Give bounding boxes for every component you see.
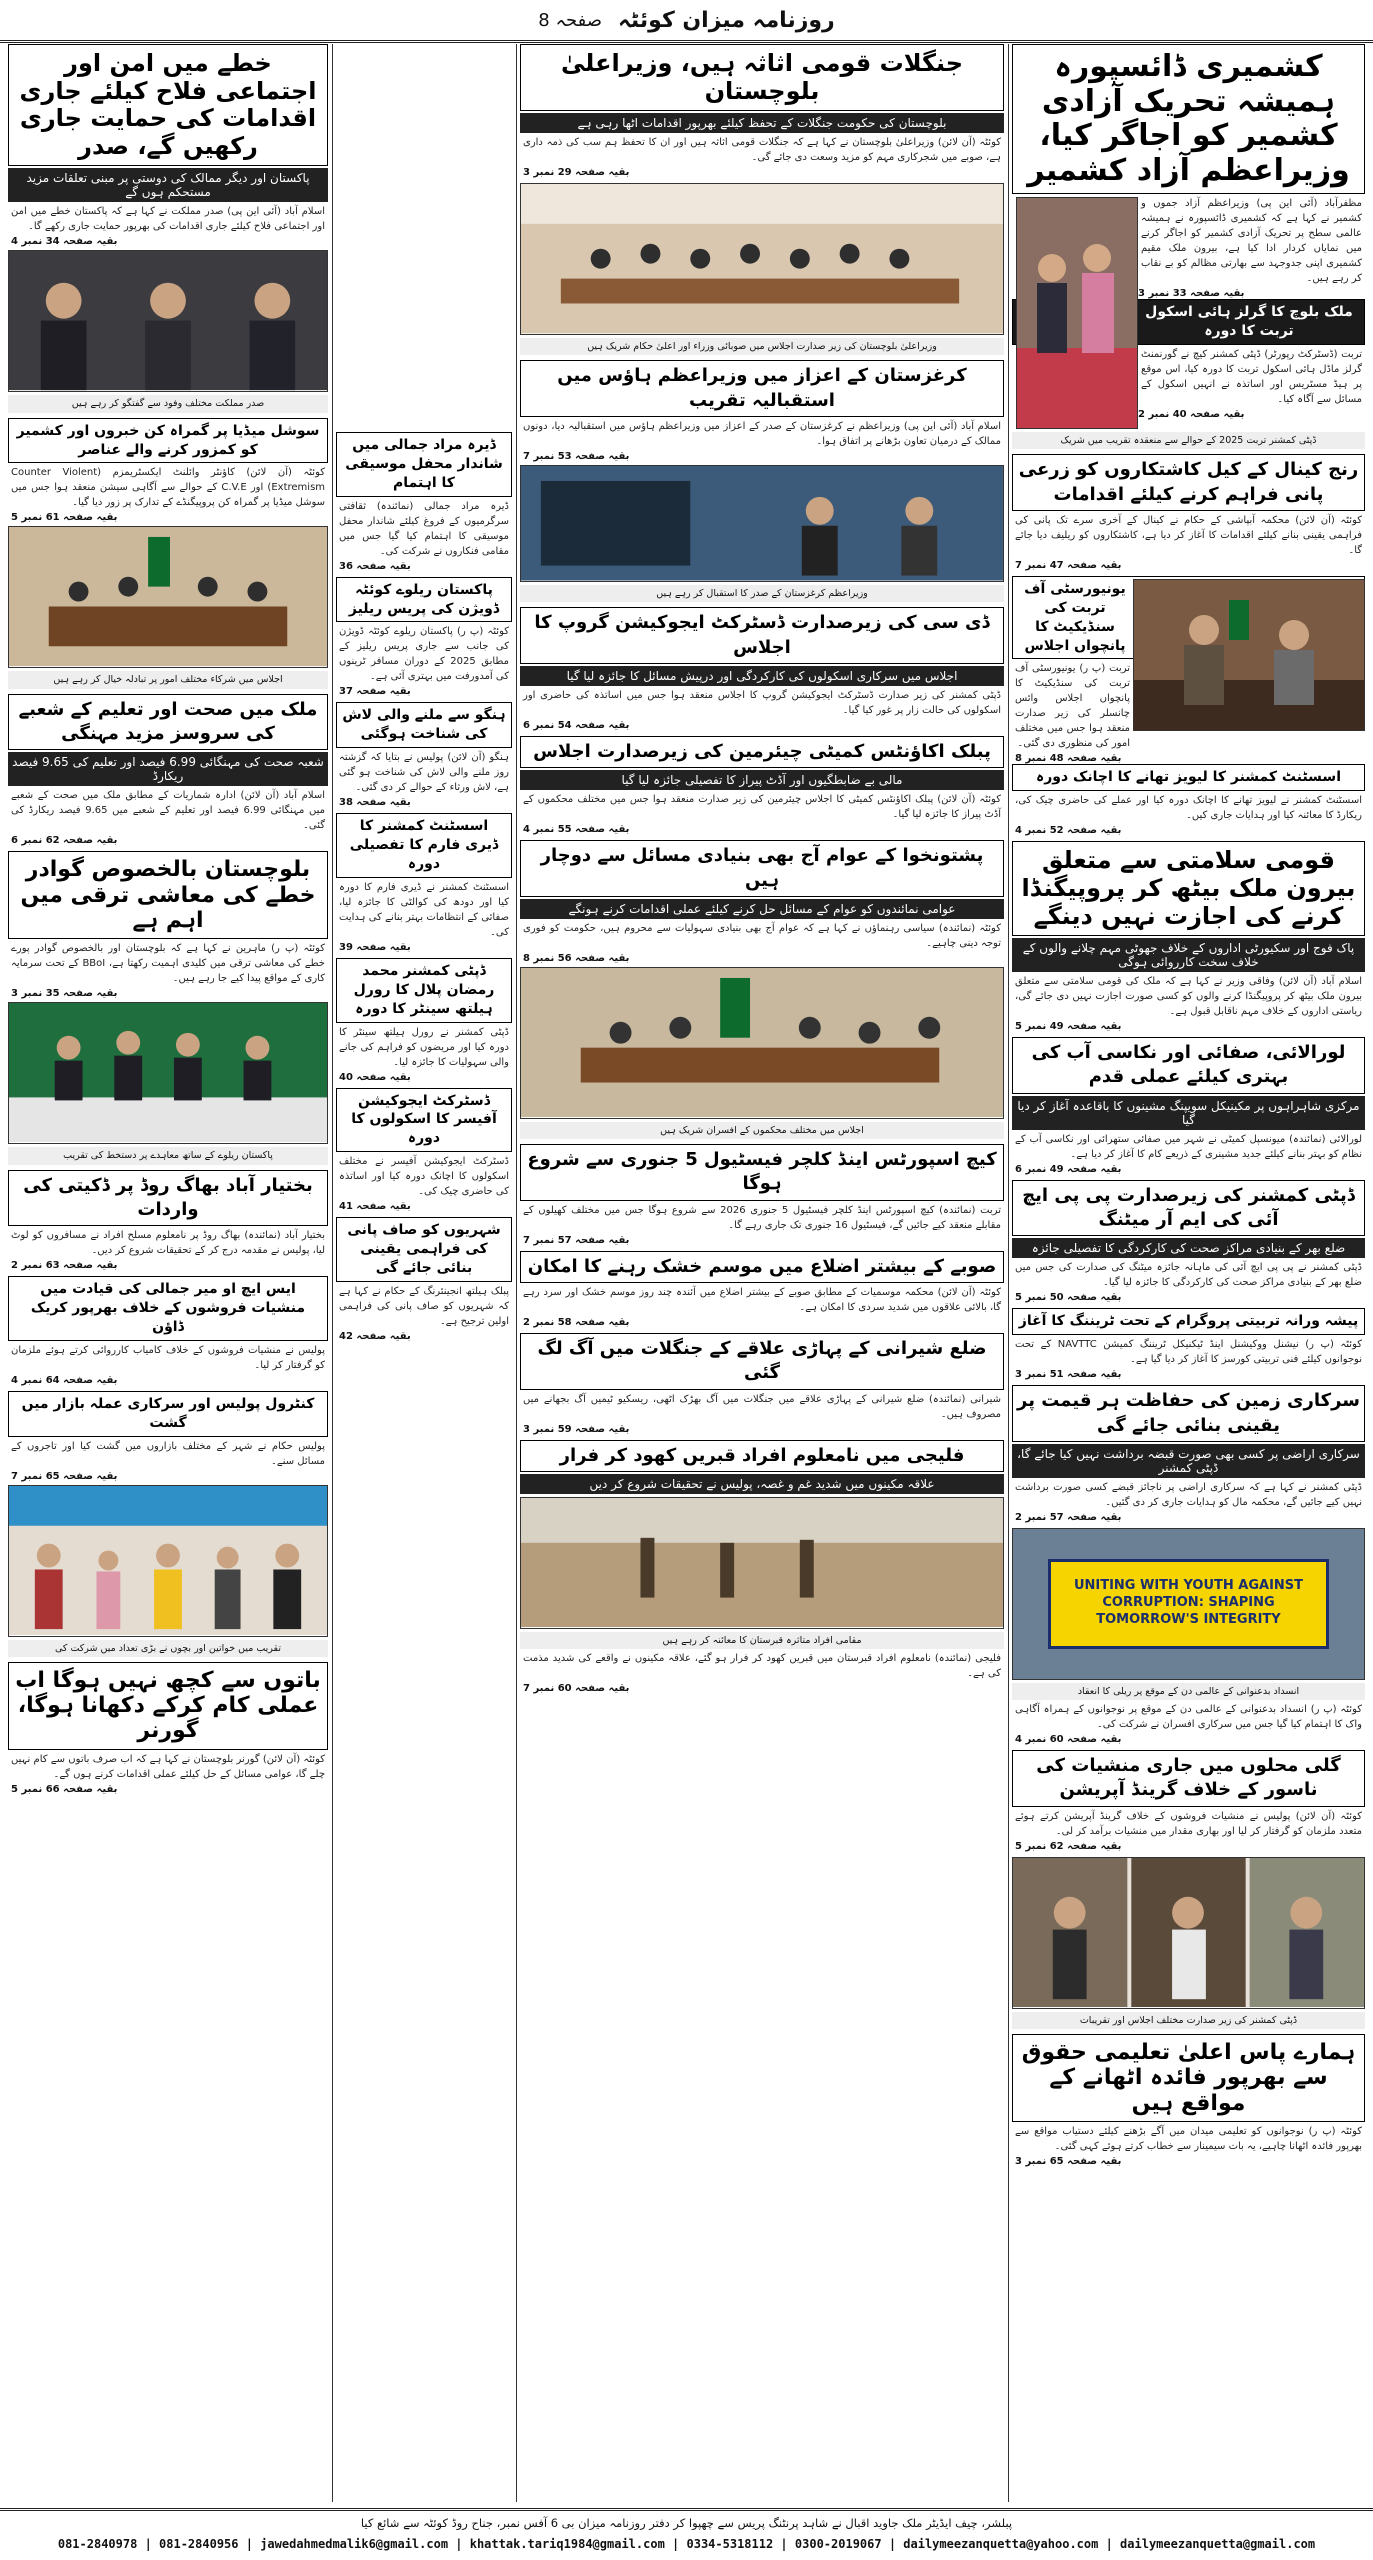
headline: ایس ایچ او میر جمالی کی قیادت میں منشیات فروشوں کے خلاف بھرپور کریک ڈاؤن	[8, 1276, 328, 1341]
story-navttc	[1012, 1308, 1365, 1380]
continued-marker: بقیہ صفحہ 49 نمبر 5	[1015, 1021, 1122, 1033]
story-weather	[520, 1251, 1004, 1328]
story-body: کوئٹہ (آن لائن) پولیس نے منشیات فروشوں کے خلاف گرینڈ آپریشن کرتے ہوئے متعدد ملزمان کو گرفتار کر لیا اور بھاری مقدار میں منشیات برآمد کر لی۔	[1015, 1810, 1362, 1837]
story-body: اسسٹنٹ کمشنر نے لیویز تھانے کا اچانک دورہ کیا اور عملے کی حاضری چیک کی، ریکارڈ کا معائنہ کیا اور ہدایات جاری کیں۔	[1015, 795, 1362, 822]
continued-marker: بقیہ صفحہ 62 نمبر 6	[11, 835, 118, 847]
story-health-inflation	[8, 694, 328, 847]
masthead	[0, 0, 1373, 43]
photo-caption: وزیراعلیٰ بلوچستان کی زیر صدارت اجلاس میں صوبائی وزراء اور اعلیٰ حکام شریک ہیں	[520, 338, 1004, 355]
subheadline: شعبہ صحت کی مہنگائی 6.99 فیصد اور تعلیم کی 9.65 فیصد ریکارڈ	[8, 752, 328, 786]
headline: جنگلات قومی اثاثہ ہیں، وزیراعلیٰ بلوچستان	[520, 44, 1004, 111]
continued-marker: بقیہ صفحہ 49 نمبر 6	[1015, 1163, 1122, 1175]
story-body: ڈپٹی کمشنر نے کہا ہے کہ سرکاری اراضی پر ناجائز قبضے کسی صورت برداشت نہیں کیے جائیں گے، محکمہ مال کو ہدایات جاری کر دی گئیں۔	[1015, 1481, 1362, 1508]
rally-banner: UNITING WITH YOUTH AGAINST CORRUPTION: SHAPING TOMORROW'S INTEGRITY	[1048, 1559, 1329, 1649]
story-robbery	[8, 1170, 328, 1272]
continued-marker: بقیہ صفحہ 60 نمبر 4	[1015, 1734, 1122, 1746]
headline: صوبے کے بیشتر اضلاع میں موسم خشک رہنے کا امکان	[520, 1251, 1004, 1283]
story-photo-mosaic	[1012, 1857, 1365, 2029]
contact-row: 081-2840978 | 081-2840956 | jawedahmedmalik6@gmail.com | khattak.tariq1984@gmail.com | 0334-5318112 | 0300-2019067 | dailymeezanquetta@yahoo.com | dailymeezanquetta@gmail.com	[57, 2536, 1316, 2551]
email-address: khattak.tariq1984@gmail.com	[469, 2536, 665, 2551]
story-body: کوئٹہ (پ ر) نوجوانوں کو تعلیمی میدان میں آگے بڑھنے کیلئے دستیاب مواقع سے بھرپور فائدہ اٹھانا چاہیے، یہ بات سیمینار سے خطاب کرتے ہوئے کہی گئی۔	[1015, 2125, 1362, 2152]
headline: بختیار آباد بھاگ روڈ پر ڈکیتی کی واردات	[8, 1170, 328, 1227]
story-body: کوئٹہ (آن لائن) پبلک اکاؤنٹس کمیٹی کا اجلاس چیئرمین کی زیر صدارت منعقد ہوا جس میں مختلف محکموں کے آڈٹ پیراز کا جائزہ لیا گیا۔	[523, 794, 1001, 821]
story-police	[8, 1391, 328, 1657]
story-reception	[520, 360, 1004, 602]
headline: پیشہ ورانہ تربیتی پروگرام کے تحت ٹریننگ کا آغاز	[1012, 1308, 1365, 1335]
photo-caption: اجلاس میں مختلف محکموں کے افسران شریک ہیں	[520, 1122, 1004, 1139]
story-body: اسسٹنٹ کمشنر نے ڈیری فارم کا دورہ کیا اور دودھ کی کوالٹی کا جائزہ لیا، صفائی کے انتظامات بہتر بنانے کی ہدایت کی۔	[339, 881, 509, 938]
headline: ڈی سی کی زیرصدارت ڈسٹرکٹ ایجوکیشن گروپ کا اجلاس	[520, 607, 1004, 664]
story-body: کوئٹہ (پ ر) ماہرین نے کہا ہے کہ بلوچستان اور بالخصوص گوادر پورے خطے کی معاشی ترقی میں کلیدی اہمیت رکھتا ہے، BBoI کے تحت سرمایہ کاری کے مواقع پیدا کیے جا رہے ہیں۔	[11, 943, 325, 985]
story-anticorruption	[1012, 1528, 1365, 1745]
headline: شہریوں کو صاف پانی کی فراہمی یقینی بنائی جائے گی	[336, 1217, 512, 1282]
story-governor	[8, 1662, 328, 1795]
headline: کشمیری ڈائسپورہ ہمیشہ تحریک آزادی کشمیر کو اجاگر کیا، وزیراعظم آزاد کشمیر	[1012, 44, 1365, 194]
story-pac	[520, 736, 1004, 835]
continued-marker: بقیہ صفحہ 34 نمبر 4	[11, 236, 118, 248]
continued-marker: بقیہ صفحہ 62 نمبر 5	[1015, 1840, 1122, 1852]
story-body: کوئٹہ (نمائندہ) سیاسی رہنماؤں نے کہا ہے کہ عوام آج بھی بنیادی سہولیات سے محروم ہیں، حکومت کو فوری توجہ دینی چاہیے۔	[523, 922, 1001, 949]
photo	[1133, 579, 1365, 731]
continued-marker: بقیہ صفحہ 40	[339, 1071, 411, 1083]
email-address: dailymeezanquetta@yahoo.com	[903, 2536, 1099, 2551]
story-body: بختیار آباد (نمائندہ) بھاگ روڈ پر نامعلوم مسلح افراد نے مسافروں کو لوٹ لیا، پولیس نے مقدمہ درج کر کے تحقیقات شروع کر دیں۔	[11, 1230, 325, 1257]
subheadline: ضلع بھر کے بنیادی مراکز صحت کی کارکردگی کا تفصیلی جائزہ	[1012, 1238, 1365, 1258]
mobile-number: 0334-5318112	[686, 2536, 774, 2551]
story-body: ڈیرہ مراد جمالی (نمائندہ) ثقافتی سرگرمیوں کے فروغ کیلئے شاندار محفل موسیقی کا اہتمام کیا گیا جس میں مقامی فنکاروں نے شرکت کی۔	[339, 500, 509, 557]
photo-reception	[520, 465, 1004, 582]
continued-marker: بقیہ صفحہ 57 نمبر 2	[1015, 1511, 1122, 1523]
continued-marker: بقیہ صفحہ 58 نمبر 2	[523, 1317, 630, 1329]
column-4	[8, 44, 328, 2502]
headline: بلوچستان بالخصوص گوادر خطے کی معاشی ترقی میں اہم ہے	[8, 851, 328, 939]
photo-signing	[8, 1002, 328, 1144]
headline: خطے میں امن اور اجتماعی فلاح کیلئے جاری اقدامات کی حمایت جاری رکھیں گے، صدر	[8, 44, 328, 166]
story-meeting-photo	[520, 183, 1004, 355]
phone-number: 081-2840978	[57, 2536, 138, 2551]
newspaper-name: روزنامہ میزان کوئٹہ	[618, 7, 835, 33]
story-body: ڈپٹی کمشنر کی زیر صدارت ڈسٹرکٹ ایجوکیشن گروپ کا اجلاس منعقد ہوا جس میں اساتذہ کی حاضری اور اسکولوں کی حالت زار پر غور کیا گیا۔	[523, 689, 1001, 716]
column-2	[520, 44, 1004, 2502]
headline: ڈپٹی کمشنر کی زیرصدارت پی پی ایچ آئی کی ایم آر میٹنگ	[1012, 1180, 1365, 1237]
continued-marker: بقیہ صفحہ 65 نمبر 3	[1015, 2155, 1122, 2167]
photo-caption: وزیراعظم کرغزستان کے صدر کا استقبال کر رہے ہیں	[520, 585, 1004, 602]
story-crackdown	[8, 1276, 328, 1386]
headline: پبلک اکاؤنٹس کمیٹی چیئرمین کی زیرصدارت اجلاس	[520, 736, 1004, 768]
photo-meeting	[520, 183, 1004, 335]
headline: اسسٹنٹ کمشنر کا لیویز تھانے کا اچانک دورہ	[1012, 764, 1365, 791]
story-balochistan	[8, 851, 328, 1164]
photo-caption: انسداد بدعنوانی کے عالمی دن کے موقع پر ریلی کا انعقاد	[1012, 1683, 1365, 1700]
subheadline: بلوچستان کی حکومت جنگلات کے تحفظ کیلئے بھرپور اقدامات اٹھا رہی ہے	[520, 113, 1004, 133]
email-address: dailymeezanquetta@gmail.com	[1120, 2536, 1316, 2551]
story-body: کوئٹہ (پ ر) پاکستان ریلوے کوئٹہ ڈویژن کی جانب سے جاری پریس ریلیز کے مطابق 2025 کے دوران مسافر ٹرینوں کی آمدورفت میں بہتری آئی ہے۔	[339, 626, 509, 683]
story-body: کوئٹہ (آن لائن) محکمہ آبپاشی کے حکام نے کینال کے آخری سرے تک پانی کی فراہمی یقینی بنانے کیلئے اقدامات کا آغاز کر دیا ہے، کاشتکاروں کو ریلیف دیا جائے گا۔	[1015, 514, 1362, 556]
story-president	[8, 44, 328, 413]
story-farm	[336, 813, 512, 953]
continued-marker: بقیہ صفحہ 65 نمبر 7	[11, 1470, 118, 1482]
continued-marker: بقیہ صفحہ 57 نمبر 7	[523, 1234, 630, 1246]
continued-marker: بقیہ صفحہ 59 نمبر 3	[523, 1423, 630, 1435]
continued-marker: بقیہ صفحہ 35 نمبر 3	[11, 988, 118, 1000]
photo-meeting-2	[520, 967, 1004, 1119]
headline: قومی سلامتی سے متعلق بیرون ملک بیٹھ کر پروپیگنڈا کرنے کی اجازت نہیں دینگے	[1012, 841, 1365, 936]
story-body: مظفرآباد (آئی این پی) وزیراعظم آزاد جموں و کشمیر نے کہا ہے کہ کشمیری ڈائسپورہ نے ہمیشہ عالمی سطح پر تحریک آزادی کشمیر کو اجاگر کرنے میں نمایاں کردار ادا کیا ہے، بیرون ملک مقیم کشمیری اپنی جدوجہد سے بھارتی مظالم کو بے نقاب کر رہے ہیں۔	[1141, 198, 1362, 284]
continued-marker: بقیہ صفحہ 53 نمبر 7	[523, 451, 630, 463]
story-body: پولیس نے منشیات فروشوں کے خلاف کامیاب کارروائی کرتے ہوئے ملزمان کو گرفتار کر لیا۔	[11, 1344, 325, 1371]
story-body: کوئٹہ (آن لائن) کاؤنٹر وائلنٹ ایکسٹریمزم (Counter Violent Extremism) اور C.V.E کے حوالے سے آگاہی سیشن منعقد ہوا جس میں سوشل میڈیا پر گمراہ کن پروپیگنڈے کے تدارک پر زور دیا گیا۔	[11, 467, 326, 509]
story-graves	[520, 1440, 1004, 1695]
story-body: تربت (ڈسٹرکٹ رپورٹر) ڈپٹی کمشنر کیچ نے گورنمنٹ گرلز ماڈل ہائی اسکول تربت کا دورہ کیا، اس موقع پر ہیڈ مسٹریس اور اساتذہ نے انہیں اسکول کے مسائل سے آگاہ کیا۔	[1141, 348, 1362, 405]
continued-marker: بقیہ صفحہ 61 نمبر 5	[11, 512, 118, 524]
story-body: کوئٹہ (پ ر) انسداد بدعنوانی کے عالمی دن کے موقع پر نوجوانوں کے ہمراہ آگاہی واک کا اہتمام کیا گیا جس میں سرکاری افسران نے شرکت کی۔	[1015, 1704, 1362, 1731]
headline: ہمارے پاس اعلیٰ تعلیمی حقوق سے بھرپور فائدہ اٹھانے کے مواقع ہیں	[1012, 2034, 1365, 2122]
subheadline: اجلاس میں سرکاری اسکولوں کی کارکردگی اور درپیش مسائل کا جائزہ لیا گیا	[520, 666, 1004, 686]
continued-marker: بقیہ صفحہ 33 نمبر 3	[1138, 288, 1245, 299]
headline: ملک میں صحت اور تعلیم کے شعبے کی سروسز مزید مہنگی	[8, 694, 328, 751]
continued-marker: بقیہ صفحہ 63 نمبر 2	[11, 1260, 118, 1272]
story-health-centre	[336, 958, 512, 1083]
story-national-security	[1012, 841, 1365, 1032]
story-body: کوئٹہ (آن لائن) وزیراعلیٰ بلوچستان نے کہا ہے کہ جنگلات قومی اثاثہ ہیں اور ان کا تحفظ ہم سب کی ذمہ داری ہے، صوبے میں شجرکاری مہم کو مزید وسعت دی جائے گی۔	[523, 137, 1001, 164]
page-number: صفحہ 8	[538, 9, 603, 31]
subheadline: سرکاری اراضی پر کسی بھی صورت قبضہ برداشت نہیں کیا جائے گا، ڈپٹی کمشنر	[1012, 1444, 1365, 1478]
continued-marker: بقیہ صفحہ 66 نمبر 5	[11, 1783, 118, 1795]
continued-marker: بقیہ صفحہ 51 نمبر 3	[1015, 1369, 1122, 1381]
story-dc-meeting	[520, 607, 1004, 731]
headline: پاکستان ریلوے کوئٹہ ڈویژن کی پریس ریلیز	[336, 577, 512, 623]
headline: ڈیرہ مراد جمالی میں شاندار محفل موسیقی کا اہتمام	[336, 432, 512, 497]
story-social-media	[8, 418, 328, 689]
story-music	[336, 432, 512, 572]
story-body: شیرانی (نمائندہ) ضلع شیرانی کے پہاڑی علاقے میں جنگلات میں آگ بھڑک اٹھی، ریسکیو ٹیمیں آگ بجھانے میں مصروف ہیں۔	[523, 1393, 1001, 1420]
imprint-footer	[0, 2508, 1373, 2560]
story-body: تربت (پ ر) یونیورسٹی آف تربت کی سنڈیکیٹ کا پانچواں اجلاس وائس چانسلر کی زیر صدارت منعقد ہوا جس میں مختلف امور کی منظوری دی گئی۔	[1015, 663, 1130, 750]
story-body: اسلام آباد (آن لائن) وفاقی وزیر نے کہا ہے کہ ملک کی قومی سلامتی سے متعلق بیرون ملک بیٹھ کر پروپیگنڈا کرنے والوں کو کسی صورت اجازت نہیں دی جائے گی، ریاستی اداروں کے خلاف مہم ناقابل قبول ہے۔	[1015, 976, 1362, 1018]
story-body: اسلام آباد (آئی این پی) وزیراعظم نے کرغزستان کے صدر کے اعزاز میں وزیراعظم ہاؤس میں استقبالیہ دیا، دونوں ممالک کے درمیان تعاون بڑھانے پر اتفاق ہوا۔	[523, 421, 1001, 448]
continued-marker: بقیہ صفحہ 38	[339, 797, 411, 809]
continued-marker: بقیہ صفحہ 48 نمبر 8	[1015, 753, 1122, 765]
photo-caption: صدر مملکت مختلف وفود سے گفتگو کر رہے ہیں	[8, 395, 328, 412]
photo-caption: ڈپٹی کمشنر کی زیر صدارت مختلف اجلاس اور تقریبات	[1012, 2012, 1365, 2029]
headline: اسسٹنٹ کمشنر کا ڈیری فارم کا تفصیلی دورہ	[336, 813, 512, 878]
headline: کنٹرول پولیس اور سرکاری عملہ بازار میں گشت	[8, 1391, 328, 1437]
headline: ہنگو سے ملنے والی لاش کی شناخت ہوگئی	[336, 702, 512, 748]
story-railway	[336, 577, 512, 698]
subheadline: مالی بے ضابطگیوں اور آڈٹ پیراز کا تفصیلی جائزہ لیا گیا	[520, 770, 1004, 790]
subheadline: مرکزی شاہراہوں پر مکینیکل سویپنگ مشینوں کا باقاعدہ آغاز کر دیا گیا	[1012, 1096, 1365, 1130]
continued-marker: بقیہ صفحہ 55 نمبر 4	[523, 824, 630, 836]
continued-marker: بقیہ صفحہ 29 نمبر 3	[523, 167, 630, 179]
continued-marker: بقیہ صفحہ 56 نمبر 8	[523, 952, 630, 964]
continued-marker: بقیہ صفحہ 64 نمبر 4	[11, 1374, 118, 1386]
story-sanitation	[1012, 1037, 1365, 1175]
headline: کیچ اسپورٹس اینڈ کلچر فیسٹیول 5 جنوری سے شروع ہوگا	[520, 1144, 1004, 1201]
headline: سوشل میڈیا پر گمراہ کن خبروں اور کشمیر کو کمزور کرنے والے عناصر	[8, 418, 328, 464]
subheadline: علاقہ مکینوں میں شدید غم و غصہ، پولیس نے تحقیقات شروع کر دیں	[520, 1474, 1004, 1494]
photo-meeting	[8, 526, 328, 668]
story-sports	[520, 1144, 1004, 1246]
headline: پشتونخوا کے عوام آج بھی بنیادی مسائل سے دوچار ہیں	[520, 840, 1004, 897]
story-body: ڈپٹی کمشنر نے رورل ہیلتھ سینٹر کا دورہ کیا اور مریضوں کو فراہم کی جانے والی سہولیات کا جائزہ لیا۔	[339, 1026, 509, 1068]
story-pphi	[1012, 1180, 1365, 1304]
headline: ڈپٹی کمشنر محمد رمضان پلال کا رورل ہیلتھ سینٹر کا دورہ	[336, 958, 512, 1023]
story-water	[336, 1217, 512, 1342]
headline: ضلع شیرانی کے پہاڑی علاقے کے جنگلات میں آگ لگ گئی	[520, 1333, 1004, 1390]
story-body: پولیس حکام نے شہر کے مختلف بازاروں میں گشت کیا اور تاجروں کے مسائل سنے۔	[11, 1440, 325, 1467]
email-address: jawedahmedmalik6@gmail.com	[260, 2536, 449, 2551]
subheadline: پاک فوج اور سکیورٹی اداروں کے خلاف جھوٹی مہم چلانے والوں کے خلاف سخت کارروائی ہوگی	[1012, 938, 1365, 972]
continued-marker: بقیہ صفحہ 39	[339, 941, 411, 953]
photo-caption: مقامی افراد متاثرہ قبرستان کا معائنہ کر رہے ہیں	[520, 1632, 1004, 1649]
headline: رنج کینال کے کیل کاشتکاروں کو زرعی پانی فراہم کرنے کیلئے اقدامات	[1012, 454, 1365, 511]
phone-number: 081-2840956	[159, 2536, 239, 2551]
photo-caption: تقریب میں خواتین اور بچوں نے بڑی تعداد میں شرکت کی	[8, 1640, 328, 1657]
story-body: ڈسٹرکٹ ایجوکیشن آفیسر نے مختلف اسکولوں کا اچانک دورہ کیا اور اساتذہ کی حاضری چیک کی۔	[339, 1156, 509, 1198]
photo-rally	[1012, 1528, 1365, 1680]
continued-marker: بقیہ صفحہ 41	[339, 1201, 411, 1213]
continued-marker: بقیہ صفحہ 54 نمبر 6	[523, 719, 630, 731]
story-forests	[520, 44, 1004, 178]
photo-president	[8, 250, 328, 392]
mobile-number: 0300-2019067	[794, 2536, 882, 2551]
subheadline: پاکستان اور دیگر ممالک کی دوستی پر مبنی تعلقات مزید مستحکم ہوں گے	[8, 168, 328, 202]
column-1	[1012, 44, 1365, 2502]
story-body: کوئٹہ (پ ر) نیشنل ووکیشنل اینڈ ٹیکنیکل ٹریننگ کمیشن NAVTTC کے تحت نوجوانوں کیلئے فنی تربیتی کورسز کا آغاز کر دیا گیا ہے۔	[1015, 1339, 1362, 1366]
headline: ملک بلوچ کا گرلز ہائی اسکول تربت کا دورہ	[1012, 299, 1365, 345]
imprint-line: پبلشر، چیف ایڈیٹر ملک جاوید اقبال نے شاہد پرنٹنگ پریس سے چھپوا کر دفتر روزنامہ میزان بی 6 آفس نمبر، جناح روڈ کوئٹہ سے شائع کیا	[360, 2516, 1013, 2530]
column-3	[336, 44, 512, 2502]
story-operation	[1012, 1750, 1365, 1852]
continued-marker: بقیہ صفحہ 37	[339, 686, 411, 698]
story-pashtunkhwa	[520, 840, 1004, 1139]
continued-marker: بقیہ صفحہ 60 نمبر 7	[523, 1683, 630, 1695]
headline: باتوں سے کچھ نہیں ہوگا اب عملی کام کرکے دکھانا ہوگا، گورنر	[8, 1662, 328, 1750]
story-land	[1012, 1385, 1365, 1523]
story-body: پبلک ہیلتھ انجینئرنگ کے حکام نے کہا ہے کہ شہریوں کو صاف پانی کی فراہمی اولین ترجیح ہے۔	[339, 1285, 509, 1327]
headline: سرکاری زمین کی حفاظت ہر قیمت پر یقینی بنائی جائے گی	[1012, 1385, 1365, 1442]
story-body: لورالائی (نمائندہ) میونسپل کمیٹی نے شہر میں صفائی ستھرائی اور نکاسی آب کے نظام کو بہتر بنانے کیلئے جدید مشینری کے ذریعے کام کا آغاز کر دیا ہے۔	[1015, 1133, 1362, 1160]
story-kashmir	[1012, 44, 1365, 449]
story-body-found	[336, 702, 512, 808]
headline: ڈسٹرکٹ ایجوکیشن آفیسر کا اسکولوں کا دورہ	[336, 1088, 512, 1153]
photo-caption: پاکستان ریلوے کے ساتھ معاہدے پر دستخط کی تقریب	[8, 1147, 328, 1164]
headline: لورالائی، صفائی اور نکاسی آب کی بہتری کیلئے عملی قدم	[1012, 1037, 1365, 1094]
story-body: اسلام آباد (آئی این پی) صدر مملکت نے کہا ہے کہ پاکستان خطے میں امن اور اجتماعی فلاح کیلئے جاری اقدامات کی بھرپور حمایت جاری رکھے گا۔	[11, 206, 325, 233]
continued-marker: بقیہ صفحہ 52 نمبر 4	[1015, 825, 1122, 837]
story-body: کوئٹہ (آن لائن) محکمہ موسمیات کے مطابق صوبے کے بیشتر اضلاع میں آئندہ چند روز موسم خشک اور سرد رہے گا، بالائی علاقوں میں شدید سردی کا امکان ہے۔	[523, 1287, 1001, 1314]
story-body: تربت (نمائندہ) کیچ اسپورٹس اینڈ کلچر فیسٹیول 5 جنوری 2026 سے شروع ہوگا جس میں مختلف کھیلوں کے مقابلے منعقد کیے جائیں گے، فیسٹیول 16 جنوری تک جاری رہے گا۔	[523, 1204, 1001, 1231]
story-university	[1012, 576, 1365, 836]
continued-marker: بقیہ صفحہ 47 نمبر 7	[1015, 559, 1122, 571]
story-canal	[1012, 454, 1365, 571]
headline: فلیجی میں نامعلوم افراد قبریں کھود کر فرار	[520, 1440, 1004, 1472]
continued-marker: بقیہ صفحہ 42	[339, 1330, 411, 1342]
continued-marker: بقیہ صفحہ 40 نمبر 2	[1138, 408, 1245, 420]
photo	[1016, 197, 1138, 429]
headline: گلی محلوں میں جاری منشیات کی ناسور کے خلاف گرینڈ آپریشن	[1012, 1750, 1365, 1807]
continued-marker: بقیہ صفحہ 36	[339, 560, 411, 572]
story-body: کوئٹہ (آن لائن) گورنر بلوچستان نے کہا ہے کہ اب صرف باتوں سے کام نہیں چلے گا، عوامی مسائل کے حل کیلئے عملی اقدامات کرنے ہوں گے۔	[11, 1753, 325, 1780]
story-fire	[520, 1333, 1004, 1435]
photo-ceremony	[8, 1485, 328, 1637]
story-body: اسلام آباد (آن لائن) ادارہ شماریات کے مطابق ملک میں صحت کے شعبے میں مہنگائی 6.99 فیصد اور تعلیم کے شعبے میں 9.65 فیصد ریکارڈ کی گئی۔	[11, 790, 326, 832]
photo-caption: ڈپٹی کمشنر تربت 2025 کے حوالے سے منعقدہ تقریب میں شریک	[1012, 432, 1365, 449]
subheadline: عوامی نمائندوں کو عوام کے مسائل حل کرنے کیلئے عملی اقدامات کرنے ہونگے	[520, 899, 1004, 919]
continued-marker: بقیہ صفحہ 50 نمبر 5	[1015, 1292, 1122, 1304]
story-school	[336, 1088, 512, 1213]
story-body: ہنگو (آن لائن) پولیس نے بتایا کہ گزشتہ روز ملنے والی لاش کی شناخت ہو گئی ہے، لاش ورثاء کے حوالے کر دی گئی۔	[339, 752, 509, 794]
photo-graveyard	[520, 1497, 1004, 1629]
photo-mosaic	[1012, 1857, 1365, 2009]
headline: یونیورسٹی آف تربت کی سنڈیکیٹ کا پانچواں اجلاس	[1012, 576, 1365, 660]
story-body: ڈپٹی کمشنر نے پی پی ایچ آئی کی ماہانہ جائزہ میٹنگ کی صدارت کی جس میں ضلع بھر کے بنیادی مراکز صحت کی کارکردگی کا جائزہ لیا گیا۔	[1015, 1262, 1362, 1289]
story-body: فلیجی (نمائندہ) نامعلوم افراد قبرستان میں قبریں کھود کر فرار ہو گئے، علاقہ مکینوں نے واقعے کی شدید مذمت کی ہے۔	[523, 1653, 1001, 1680]
story-education	[1012, 2034, 1365, 2167]
photo-caption: اجلاس میں شرکاء مختلف امور پر تبادلہ خیال کر رہے ہیں	[8, 671, 328, 688]
headline: کرغزستان کے اعزاز میں وزیراعظم ہاؤس میں استقبالیہ تقریب	[520, 360, 1004, 417]
